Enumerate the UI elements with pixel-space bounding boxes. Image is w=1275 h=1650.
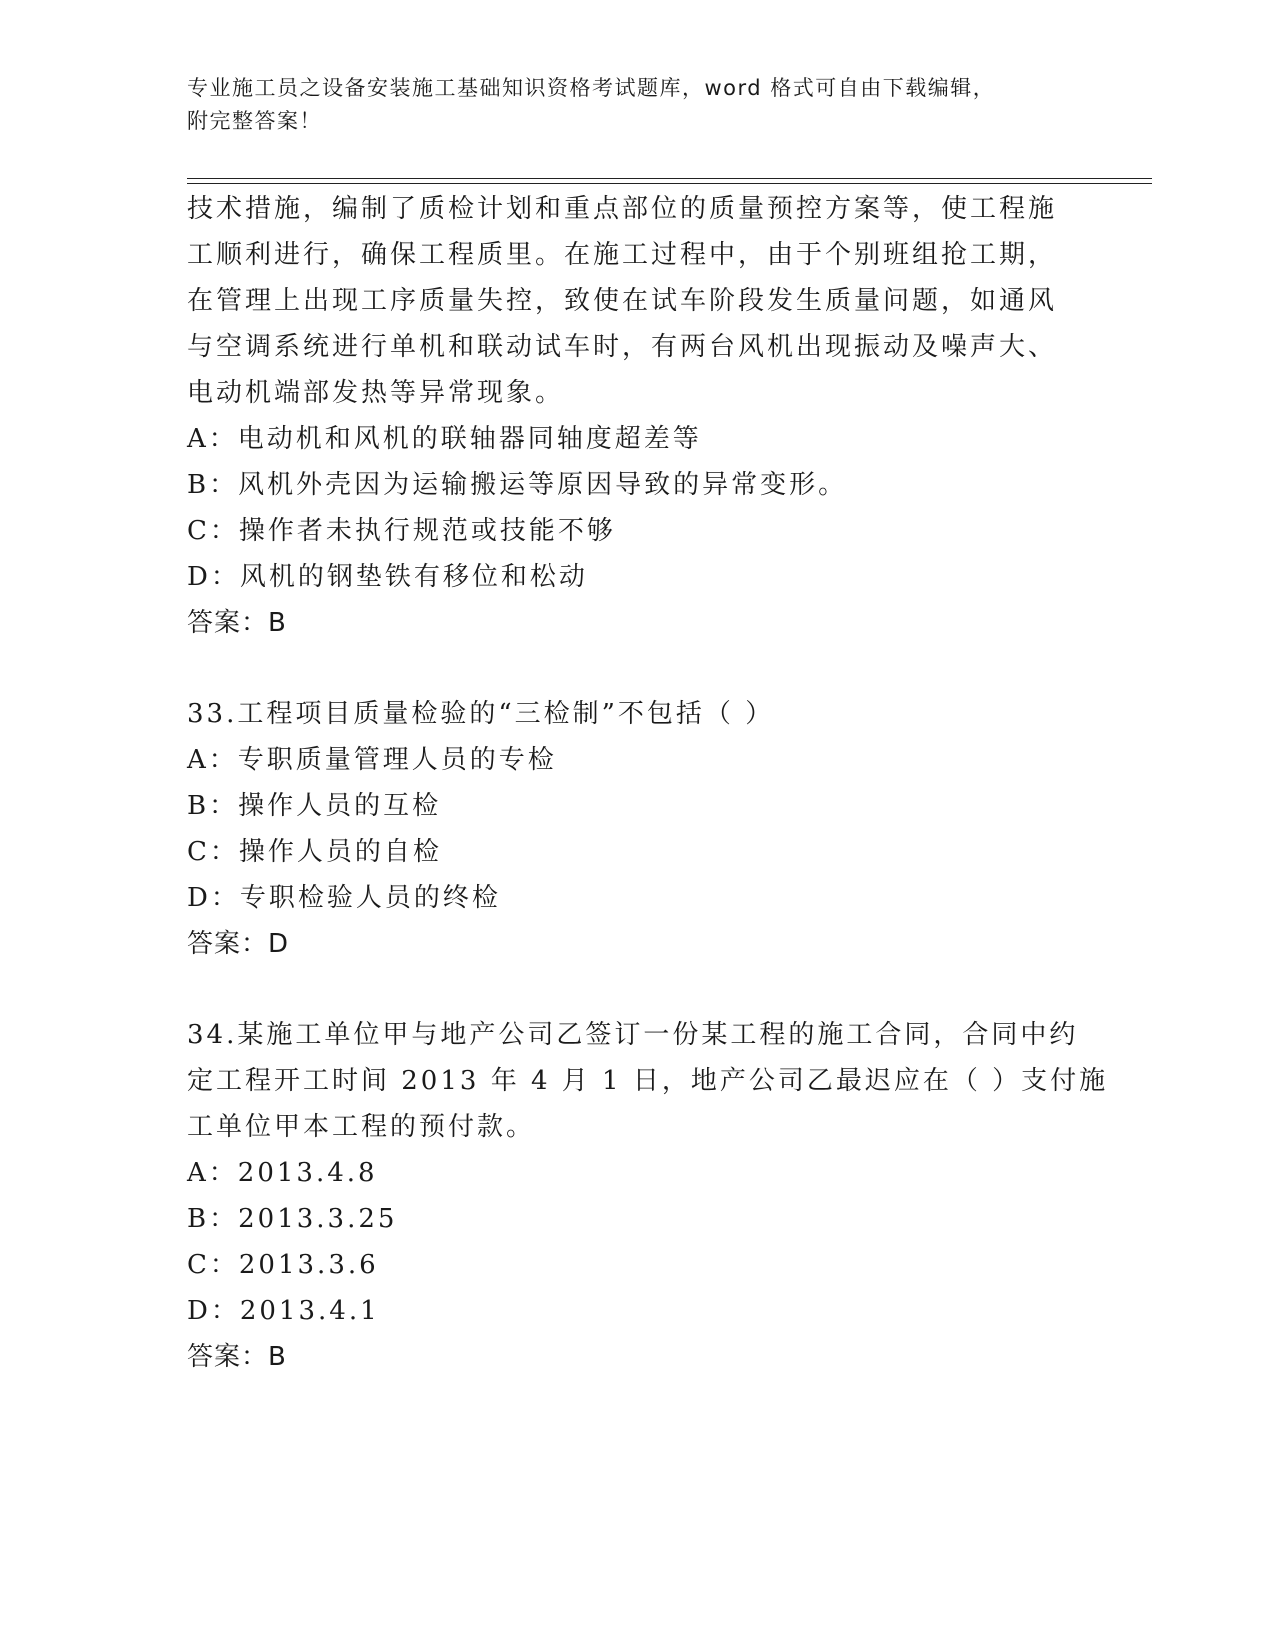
question-34-text-line: 34.某施工单位甲与地产公司乙签订一份某工程的施工合同，合同中约 <box>187 1020 1079 1050</box>
question-32-option-a: A：电动机和风机的联轴器同轴度超差等 <box>187 424 702 454</box>
question-33-option-c: C：操作人员的自检 <box>187 837 442 867</box>
header-line-2: 附完整答案！ <box>187 109 322 133</box>
question-33-option-b: B：操作人员的互检 <box>187 791 442 821</box>
question-34-answer: 答案：B <box>187 1342 287 1372</box>
question-32-option-d: D：风机的钢垫铁有移位和松动 <box>187 562 588 592</box>
question-34-option-d: D：2013.4.1 <box>187 1296 380 1326</box>
spacer <box>187 646 1087 691</box>
question-33-answer: 答案：D <box>187 929 290 959</box>
question-32-option-b: B：风机外壳因为运输搬运等原因导致的异常变形。 <box>187 470 848 500</box>
question-32-option-c: C：操作者未执行规范或技能不够 <box>187 516 616 546</box>
question-33-text: 33.工程项目质量检验的“三检制”不包括（ ） <box>187 699 775 729</box>
document-body <box>187 186 1109 1380</box>
question-32-text-line: 与空调系统进行单机和联动试车时，有两台风机出现振动及噪声大、 <box>187 332 1058 362</box>
question-33-option-d: D：专职检验人员的终检 <box>187 883 501 913</box>
question-33-option-a: A：专职质量管理人员的专检 <box>187 745 557 775</box>
question-32-block <box>187 186 1087 646</box>
question-33-block <box>187 691 1087 967</box>
question-32-text-line: 在管理上出现工序质量失控，致使在试车阶段发生质量问题，如通风 <box>187 286 1058 316</box>
question-34-text-line: 定工程开工时间 2013 年 4 月 1 日，地产公司乙最迟应在（ ）支付施 <box>187 1066 1109 1096</box>
question-34-option-b: B：2013.3.25 <box>187 1204 398 1234</box>
question-34-block <box>187 1012 1109 1380</box>
question-32-text-line: 技术措施，编制了质检计划和重点部位的质量预控方案等，使工程施 <box>187 194 1058 224</box>
question-32-text-line: 工顺利进行，确保工程质里。在施工过程中，由于个别班组抢工期， <box>187 240 1058 270</box>
question-34-option-c: C：2013.3.6 <box>187 1250 379 1280</box>
header-divider-bottom <box>187 183 1152 184</box>
document-header <box>187 72 1087 138</box>
spacer <box>187 967 1087 1012</box>
question-32-answer: 答案：B <box>187 608 287 638</box>
question-32-text-line: 电动机端部发热等异常现象。 <box>187 378 565 408</box>
header-line-1: 专业施工员之设备安装施工基础知识资格考试题库，word 格式可自由下载编辑， <box>187 76 996 100</box>
question-34-text-line: 工单位甲本工程的预付款。 <box>187 1112 536 1142</box>
question-34-option-a: A：2013.4.8 <box>187 1158 378 1188</box>
header-divider-top <box>187 178 1152 179</box>
